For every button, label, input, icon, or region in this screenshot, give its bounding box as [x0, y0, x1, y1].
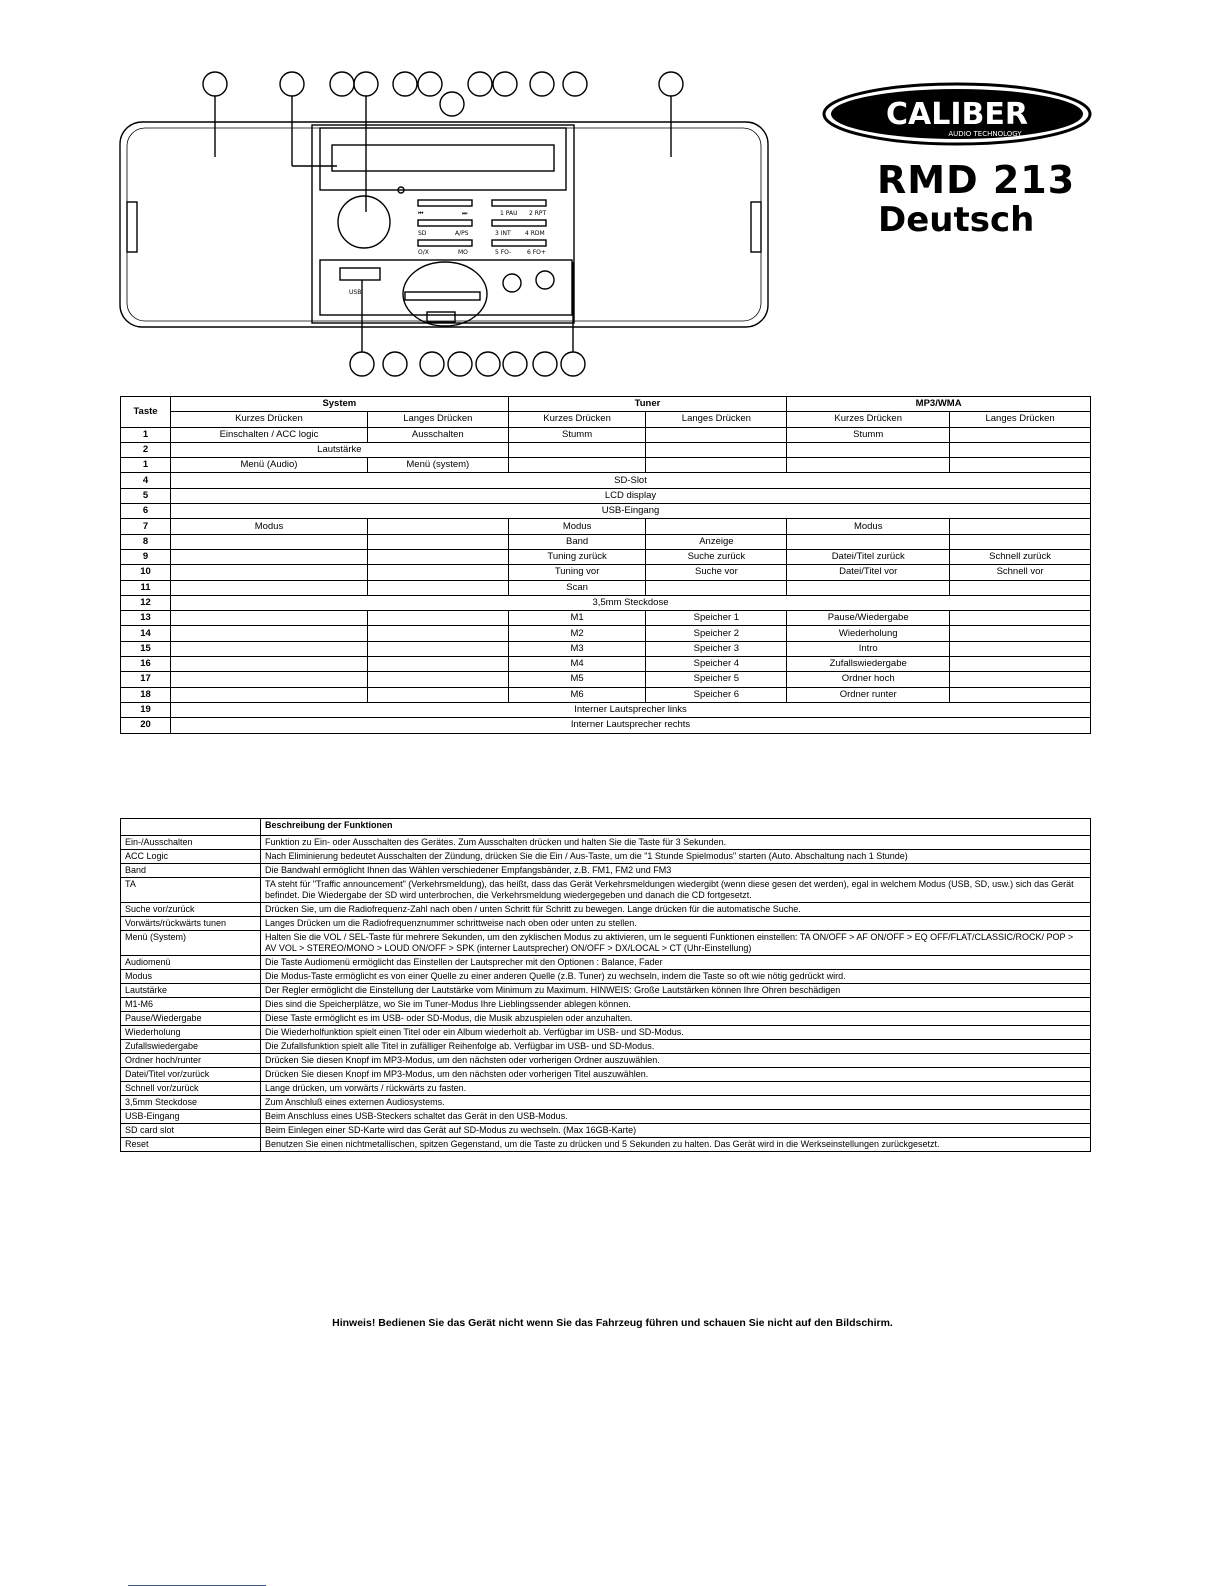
caliber-logo [820, 82, 1100, 154]
table-cell: SD-Slot [171, 473, 1091, 488]
table-cell [367, 534, 508, 549]
table-row [121, 657, 1091, 672]
function-name: Menü (System) [121, 931, 261, 956]
table-cell [171, 672, 368, 687]
btn-3-label: 3 INT [495, 230, 511, 237]
table-cell: Schnell vor [950, 565, 1091, 580]
table-row [121, 595, 1091, 610]
table-cell [171, 641, 368, 656]
function-name: Datei/Titel vor/zurück [121, 1068, 261, 1082]
table-cell: Einschalten / ACC logic [171, 427, 368, 442]
table-cell [950, 626, 1091, 641]
table-row [121, 519, 1091, 534]
key-number: 11 [121, 580, 171, 595]
table-row [121, 549, 1091, 564]
function-name: Pause/Wiedergabe [121, 1012, 261, 1026]
table-cell: Stumm [508, 427, 646, 442]
table-row [121, 565, 1091, 580]
table-cell [367, 580, 508, 595]
table-cell [950, 641, 1091, 656]
function-row [121, 1054, 1091, 1068]
key-number: 9 [121, 549, 171, 564]
function-description: Der Regler ermöglicht die Einstellung der Lautstärke vom Minimum zu Maximum. HINWEIS: Große Lautstärken können Ihre Ohren beschädigen [261, 984, 1091, 998]
function-description: Benutzen Sie einen nichtmetallischen, spitzen Gegenstand, um die Taste zu drücken und 5 Sekunden zu halten. Das Gerät wird in die Werkseinstellungen zurückgesetzt. [261, 1138, 1091, 1152]
table-cell [171, 549, 368, 564]
table-row [121, 442, 1091, 457]
table-cell [646, 519, 787, 534]
subheader-cell: Kurzes Drücken [171, 412, 368, 427]
function-row [121, 850, 1091, 864]
table-cell: Band [508, 534, 646, 549]
table-cell [367, 565, 508, 580]
function-row [121, 1068, 1091, 1082]
function-name: SD card slot [121, 1124, 261, 1138]
subheader-cell: Langes Drücken [367, 412, 508, 427]
subheader-cell: Kurzes Drücken [787, 412, 950, 427]
function-table [120, 818, 1091, 1152]
table-cell [367, 641, 508, 656]
function-row [121, 931, 1091, 956]
table-cell: M4 [508, 657, 646, 672]
usb-label: USB [349, 289, 362, 296]
function-description: Funktion zu Ein- oder Ausschalten des Gerätes. Zum Ausschalten drücken und halten Sie die Taste für 3 Sekunden. [261, 836, 1091, 850]
table-cell [646, 580, 787, 595]
table-cell: Datei/Titel vor [787, 565, 950, 580]
table-cell [367, 687, 508, 702]
table-cell: Menü (system) [367, 458, 508, 473]
table-cell: Tuning zurück [508, 549, 646, 564]
table-cell [367, 657, 508, 672]
table-cell [171, 580, 368, 595]
key-number: 18 [121, 687, 171, 702]
function-row [121, 864, 1091, 878]
function-name: Vorwärts/rückwärts tunen [121, 917, 261, 931]
btn-aps-label: A/PS [455, 230, 469, 237]
table-cell [646, 442, 787, 457]
table-cell: Zufallswiedergabe [787, 657, 950, 672]
function-description: Beim Einlegen einer SD-Karte wird das Gerät auf SD-Modus zu wechseln. (Max 16GB-Karte) [261, 1124, 1091, 1138]
btn-5-label: 5 FO- [495, 249, 512, 256]
table-cell: M3 [508, 641, 646, 656]
table-row [121, 473, 1091, 488]
logo-subtext: AUDIO TECHNOLOGY [948, 130, 1022, 138]
key-number: 5 [121, 488, 171, 503]
table-cell [646, 458, 787, 473]
btn-sd-label: SD [418, 230, 427, 237]
btn-2-label: 2 RPT [529, 210, 547, 217]
table-cell: LCD display [171, 488, 1091, 503]
table-cell: Stumm [787, 427, 950, 442]
table-cell [171, 565, 368, 580]
table-row [121, 458, 1091, 473]
table-row [121, 580, 1091, 595]
function-description: Drücken Sie diesen Knopf im MP3-Modus, um den nächsten oder vorherigen Ordner auszuwählen. [261, 1054, 1091, 1068]
key-number: 20 [121, 718, 171, 733]
table-row [121, 672, 1091, 687]
function-description: Drücken Sie diesen Knopf im MP3-Modus, um den nächsten oder vorherigen Titel auszuwählen. [261, 1068, 1091, 1082]
function-row [121, 1012, 1091, 1026]
function-row [121, 984, 1091, 998]
function-name: Ein-/Ausschalten [121, 836, 261, 850]
table-row [121, 626, 1091, 641]
function-row [121, 1040, 1091, 1054]
prev-icon: ⏮ [418, 210, 424, 217]
table-cell [950, 534, 1091, 549]
function-name: Ordner hoch/runter [121, 1054, 261, 1068]
function-row [121, 970, 1091, 984]
table-cell: Speicher 1 [646, 611, 787, 626]
function-header: Beschreibung der Funktionen [261, 819, 1091, 836]
function-name: Wiederholung [121, 1026, 261, 1040]
table-cell [950, 657, 1091, 672]
btn-ox-label: O/X [418, 249, 429, 256]
logo-text: CALIBER [886, 97, 1028, 132]
key-number: 15 [121, 641, 171, 656]
table-cell: Speicher 2 [646, 626, 787, 641]
table-cell: Interner Lautsprecher rechts [171, 718, 1091, 733]
function-name: Zufallswiedergabe [121, 1040, 261, 1054]
table-row [121, 534, 1091, 549]
table-cell [950, 672, 1091, 687]
function-description: Dies sind die Speicherplätze, wo Sie im Tuner-Modus Ihre Lieblingssender ablegen können. [261, 998, 1091, 1012]
function-row [121, 878, 1091, 903]
table-cell: Anzeige [646, 534, 787, 549]
table-cell: Speicher 4 [646, 657, 787, 672]
table-cell: M2 [508, 626, 646, 641]
subheader-cell: Kurzes Drücken [508, 412, 646, 427]
table-cell [508, 442, 646, 457]
function-row [121, 998, 1091, 1012]
table-cell: Suche zurück [646, 549, 787, 564]
table-cell [367, 626, 508, 641]
table-cell: Wiederholung [787, 626, 950, 641]
function-row [121, 836, 1091, 850]
table-cell [950, 580, 1091, 595]
table-cell [646, 427, 787, 442]
table-cell [950, 611, 1091, 626]
table-cell [367, 672, 508, 687]
key-number: 2 [121, 442, 171, 457]
function-header-empty [121, 819, 261, 836]
function-row [121, 1082, 1091, 1096]
function-name: ACC Logic [121, 850, 261, 864]
table-cell: Menü (Audio) [171, 458, 368, 473]
table-cell [171, 626, 368, 641]
function-row [121, 903, 1091, 917]
table-cell [787, 534, 950, 549]
key-table [120, 396, 1091, 734]
table-cell [367, 611, 508, 626]
table-cell: Schnell zurück [950, 549, 1091, 564]
table-cell: Speicher 6 [646, 687, 787, 702]
table-cell: Suche vor [646, 565, 787, 580]
table-row [121, 611, 1091, 626]
function-row [121, 1138, 1091, 1152]
table-cell [787, 458, 950, 473]
table-cell [787, 442, 950, 457]
key-number: 4 [121, 473, 171, 488]
table-header-row [121, 397, 1091, 412]
function-description: Die Bandwahl ermöglicht Ihnen das Wählen verschiedener Empfangsbänder, z.B. FM1, FM2 und FM3 [261, 864, 1091, 878]
function-header-row [121, 819, 1091, 836]
model-name: RMD 213 [877, 158, 1076, 202]
table-cell: Pause/Wiedergabe [787, 611, 950, 626]
key-number: 6 [121, 504, 171, 519]
function-description: TA steht für "Traffic announcement" (Verkehrsmeldung), das heißt, dass das Gerät Verkehrsmeldungen wiedergibt (wenn diese gesen det werden), egal in welchem Modus (USB, SD, usw.) sich das Gerät befindet. Die Wiedergabe der SD wird unterbrochen, die Verkehrsmeldung wiedergegeben und danach die CD fortgesetzt. [261, 878, 1091, 903]
function-row [121, 1096, 1091, 1110]
table-cell: Speicher 3 [646, 641, 787, 656]
table-cell: M5 [508, 672, 646, 687]
function-row [121, 956, 1091, 970]
table-cell: USB-Eingang [171, 504, 1091, 519]
table-row [121, 718, 1091, 733]
function-name: Lautstärke [121, 984, 261, 998]
table-cell: Speicher 5 [646, 672, 787, 687]
function-row [121, 1110, 1091, 1124]
table-cell: Ausschalten [367, 427, 508, 442]
function-description: Beim Anschluss eines USB-Steckers schaltet das Gerät in den USB-Modus. [261, 1110, 1091, 1124]
table-cell [787, 580, 950, 595]
function-name: Suche vor/zurück [121, 903, 261, 917]
function-name: M1-M6 [121, 998, 261, 1012]
header-group: System [171, 397, 509, 412]
table-cell: M1 [508, 611, 646, 626]
function-name: Modus [121, 970, 261, 984]
function-description: Lange drücken, um vorwärts / rückwärts zu fasten. [261, 1082, 1091, 1096]
subheader-cell: Langes Drücken [950, 412, 1091, 427]
header-group: MP3/WMA [787, 397, 1091, 412]
table-cell [171, 657, 368, 672]
table-cell: 3,5mm Steckdose [171, 595, 1091, 610]
table-cell: Tuning vor [508, 565, 646, 580]
table-row [121, 702, 1091, 717]
table-cell: Modus [508, 519, 646, 534]
table-cell [950, 458, 1091, 473]
function-name: Band [121, 864, 261, 878]
key-number: 14 [121, 626, 171, 641]
function-description: Langes Drücken um die Radiofrequenznummer schrittweise nach oben oder unten zu stellen. [261, 917, 1091, 931]
function-name: Reset [121, 1138, 261, 1152]
btn-mo-label: MO [458, 249, 468, 256]
function-name: Audiomenü [121, 956, 261, 970]
subheader-cell: Langes Drücken [646, 412, 787, 427]
function-row [121, 1026, 1091, 1040]
function-row [121, 917, 1091, 931]
btn-4-label: 4 RDM [525, 230, 545, 237]
table-cell: Interner Lautsprecher links [171, 702, 1091, 717]
table-cell [950, 427, 1091, 442]
safety-note: Hinweis! Bedienen Sie das Gerät nicht wenn Sie das Fahrzeug führen und schauen Sie nicht auf den Bildschirm. [332, 1317, 893, 1329]
table-cell [367, 549, 508, 564]
next-icon: ⏭ [462, 210, 468, 217]
key-number: 1 [121, 458, 171, 473]
table-cell: Modus [787, 519, 950, 534]
table-cell: Ordner runter [787, 687, 950, 702]
table-cell [171, 611, 368, 626]
table-row [121, 504, 1091, 519]
table-cell: Modus [171, 519, 368, 534]
function-description: Drücken Sie, um die Radiofrequenz-Zahl nach oben / unten Schritt für Schritt zu bewegen. Lange drücken für die automatische Suche. [261, 903, 1091, 917]
key-number: 19 [121, 702, 171, 717]
header-taste: Taste [121, 397, 171, 428]
key-number: 16 [121, 657, 171, 672]
key-number: 17 [121, 672, 171, 687]
table-cell [171, 534, 368, 549]
function-description: Halten Sie die VOL / SEL-Taste für mehrere Sekunden, um den zyklischen Modus zu aktivieren, um le seguenti Funktionen einstellen: TA ON/OFF > AF ON/OFF > EQ OFF/FLAT/CLASSIC/ROCK/ POP > AV VOL > STEREO/MONO > LOUD ON/OFF > SPK (interner Lautsprecher) ON/OFF > DX/LOCAL > CT (Uhr-Einstellung) [261, 931, 1091, 956]
table-cell: Ordner hoch [787, 672, 950, 687]
function-name: 3,5mm Steckdose [121, 1096, 261, 1110]
device-diagram [115, 62, 775, 382]
table-subheader-row [121, 412, 1091, 427]
function-description: Die Taste Audiomenü ermöglicht das Einstellen der Lautsprecher mit den Optionen : Balance, Fader [261, 956, 1091, 970]
table-cell: M6 [508, 687, 646, 702]
language-label: Deutsch [878, 200, 1035, 240]
function-name: TA [121, 878, 261, 903]
table-cell [508, 458, 646, 473]
table-cell: Lautstärke [171, 442, 509, 457]
table-cell: Datei/Titel zurück [787, 549, 950, 564]
table-cell [950, 687, 1091, 702]
table-cell [950, 442, 1091, 457]
key-number: 13 [121, 611, 171, 626]
table-row [121, 427, 1091, 442]
table-row [121, 488, 1091, 503]
function-description: Nach Eliminierung bedeutet Ausschalten der Zündung, drücken Sie die Ein / Aus-Taste, um die "1 Stunde Spielmodus" starten (Auto. Abschaltung nach 1 Stunde) [261, 850, 1091, 864]
header-group: Tuner [508, 397, 787, 412]
key-number: 7 [121, 519, 171, 534]
table-cell: Intro [787, 641, 950, 656]
btn-1-label: 1 PAU [500, 210, 518, 217]
table-cell [367, 519, 508, 534]
table-cell [171, 687, 368, 702]
table-cell: Scan [508, 580, 646, 595]
key-number: 1 [121, 427, 171, 442]
function-row [121, 1124, 1091, 1138]
table-row [121, 641, 1091, 656]
btn-6-label: 6 FO+ [527, 249, 546, 256]
function-name: USB-Eingang [121, 1110, 261, 1124]
table-cell [950, 519, 1091, 534]
key-number: 10 [121, 565, 171, 580]
key-number: 8 [121, 534, 171, 549]
function-description: Die Zufallsfunktion spielt alle Titel in zufälliger Reihenfolge ab. Verfügbar im USB- und SD-Modus. [261, 1040, 1091, 1054]
table-row [121, 687, 1091, 702]
function-description: Diese Taste ermöglicht es im USB- oder SD-Modus, die Musik abzuspielen oder anzuhalten. [261, 1012, 1091, 1026]
function-description: Zum Anschluß eines externen Audiosystems. [261, 1096, 1091, 1110]
function-description: Die Wiederholfunktion spielt einen Titel oder ein Album wiederholt ab. Verfügbar im USB- und SD-Modus. [261, 1026, 1091, 1040]
function-description: Die Modus-Taste ermöglicht es von einer Quelle zu einer anderen Quelle (z.B. Tuner) zu wechseln, indem die Taste so oft wie nötig gedrückt wird. [261, 970, 1091, 984]
key-number: 12 [121, 595, 171, 610]
function-name: Schnell vor/zurück [121, 1082, 261, 1096]
